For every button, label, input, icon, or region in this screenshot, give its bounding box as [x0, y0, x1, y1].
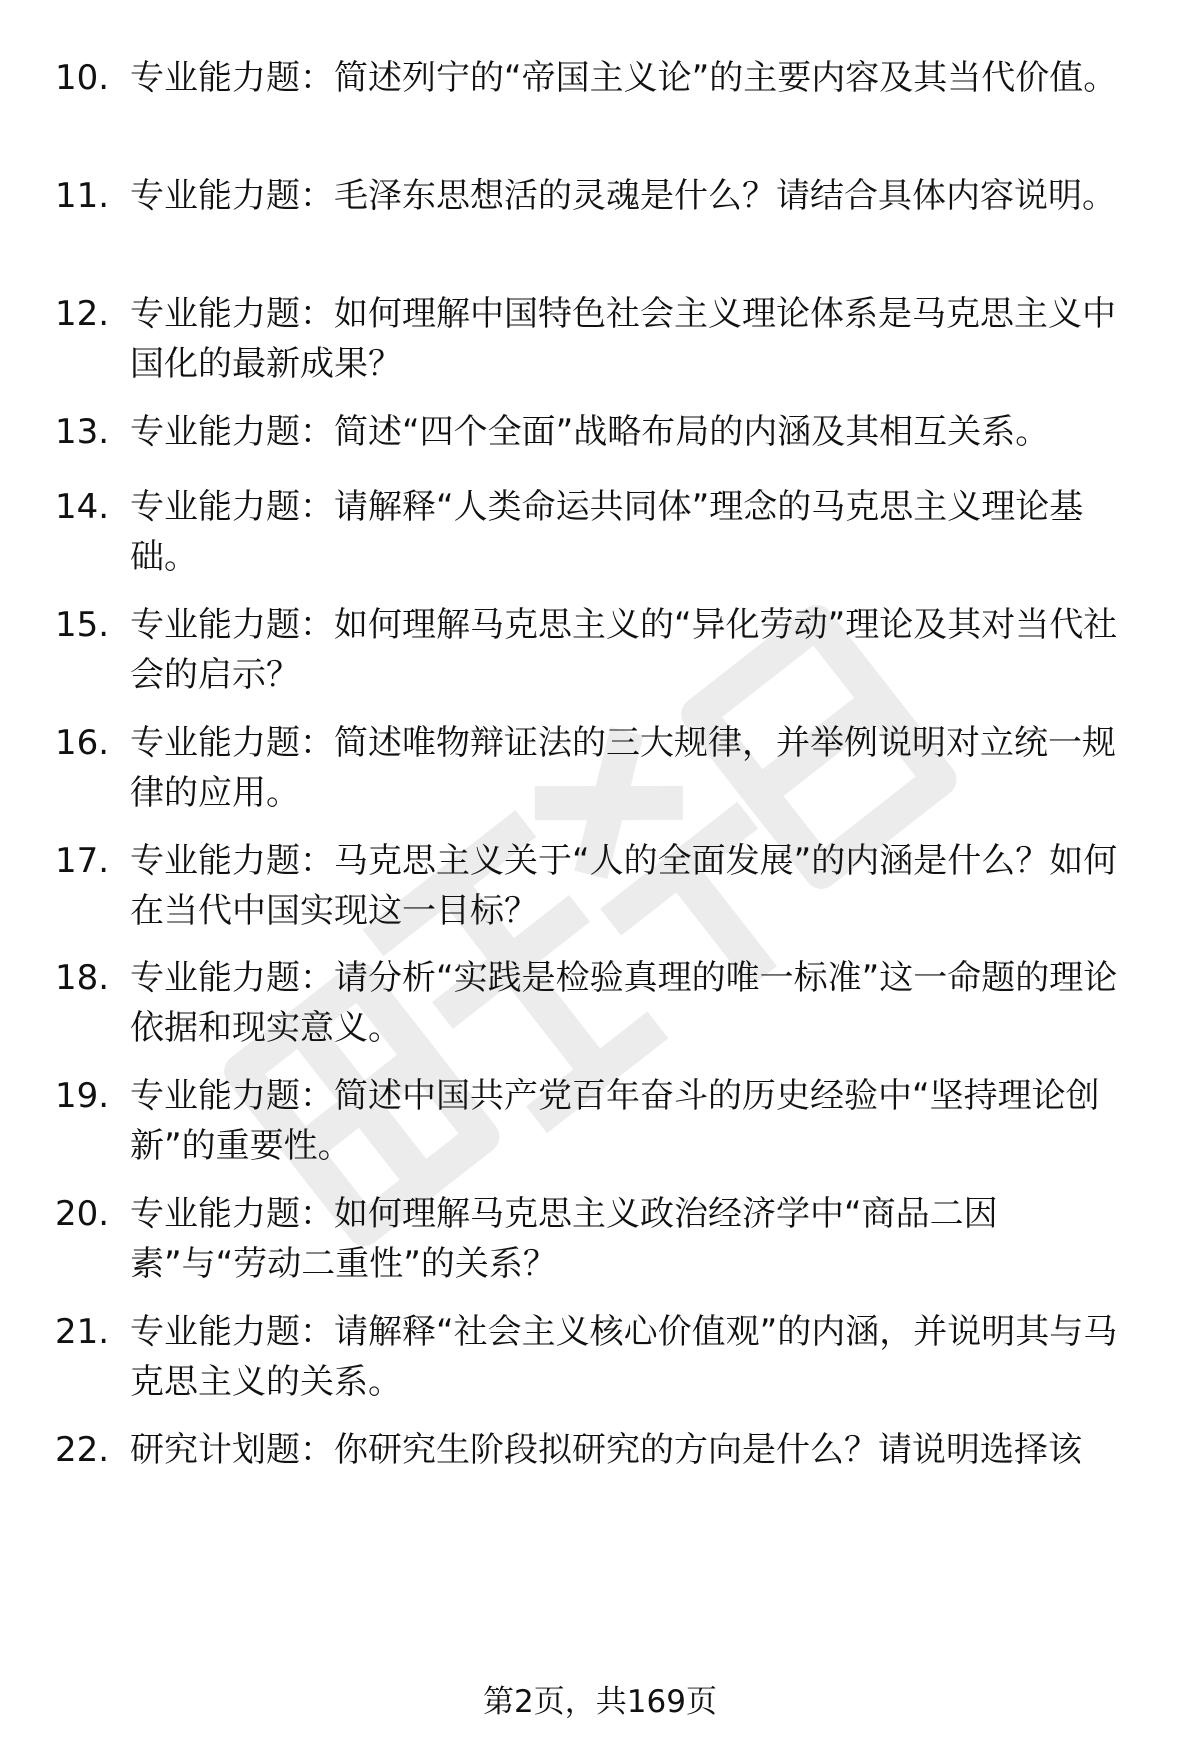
- question-text: 专业能力题：简述中国共产党百年奋斗的历史经验中“坚持理论创新”的重要性。: [130, 1076, 1100, 1166]
- question-text: 专业能力题：请解释“人类命运共同体”理念的马克思主义理论基础。: [130, 487, 1084, 577]
- question-number: 17.: [55, 841, 110, 881]
- question-number: 11.: [55, 176, 110, 216]
- question-number: 14.: [55, 487, 110, 527]
- question-text: 专业能力题：简述列宁的“帝国主义论”的主要内容及其当代价值。: [130, 58, 1118, 98]
- question-text: 专业能力题：马克思主义关于“人的全面发展”的内涵是什么？如何在当代中国实现这一目标？: [130, 841, 1118, 931]
- question-number: 12.: [55, 294, 110, 334]
- question-number: 20.: [55, 1194, 110, 1234]
- question-text: 专业能力题：简述“四个全面”战略布局的内涵及其相互关系。: [130, 412, 1050, 452]
- question-number: 15.: [55, 605, 110, 645]
- question-number: 13.: [55, 412, 110, 452]
- page-number: 第2页，共169页: [483, 1684, 717, 1720]
- question-text: 专业能力题：毛泽东思想活的灵魂是什么？请结合具体内容说明。: [130, 176, 1116, 216]
- question-text: 专业能力题：如何理解马克思主义的“异化劳动”理论及其对当代社会的启示？: [130, 605, 1118, 695]
- question-number: 16.: [55, 723, 110, 763]
- question-number: 22.: [55, 1430, 110, 1470]
- question-number: 10.: [55, 58, 110, 98]
- question-text: 研究计划题：你研究生阶段拟研究的方向是什么？请说明选择该: [130, 1430, 1082, 1470]
- question-text: 专业能力题：简述唯物辩证法的三大规律，并举例说明对立统一规律的应用。: [130, 723, 1116, 813]
- question-text: 专业能力题：如何理解马克思主义政治经济学中“商品二因素”与“劳动二重性”的关系？: [130, 1194, 998, 1284]
- question-text: 专业能力题：如何理解中国特色社会主义理论体系是马克思主义中国化的最新成果？: [130, 294, 1116, 384]
- question-text: 专业能力题：请解释“社会主义核心价值观”的内涵，并说明其与马克思主义的关系。: [130, 1312, 1118, 1402]
- question-number: 21.: [55, 1312, 110, 1352]
- question-text: 专业能力题：请分析“实践是检验真理的唯一标准”这一命题的理论依据和现实意义。: [130, 958, 1118, 1048]
- question-number: 18.: [55, 958, 110, 998]
- question-number: 19.: [55, 1076, 110, 1116]
